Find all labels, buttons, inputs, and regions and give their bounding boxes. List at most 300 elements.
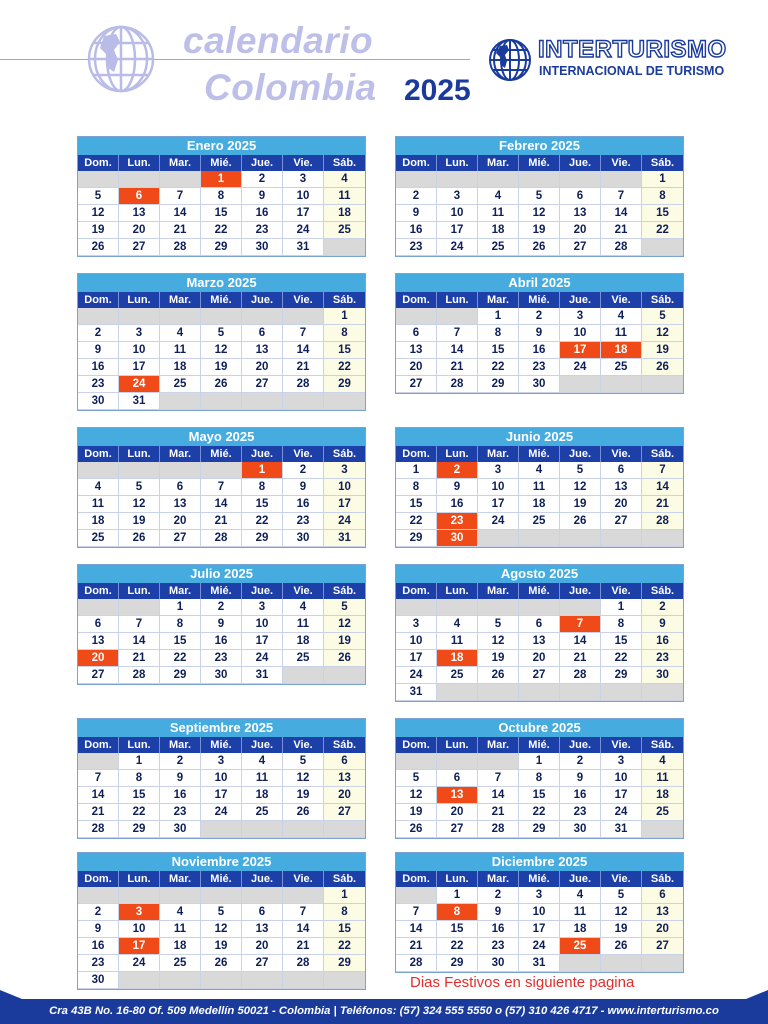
day-cell: 7: [201, 479, 242, 496]
day-cell: 2: [78, 325, 119, 342]
day-cell: 28: [78, 821, 119, 838]
week-row: [78, 222, 365, 239]
weekday-label: Vie.: [601, 583, 642, 599]
empty-day-cell: [283, 667, 324, 684]
day-cell: 6: [242, 904, 283, 921]
week-row: [396, 887, 683, 904]
holiday-day-cell: 1: [242, 462, 283, 479]
month-title: Diciembre 2025: [396, 853, 683, 871]
day-cell: 14: [396, 921, 437, 938]
empty-day-cell: [396, 171, 437, 188]
day-cell: 5: [201, 904, 242, 921]
holiday-day-cell: 6: [119, 188, 160, 205]
weekday-label: Lun.: [437, 292, 478, 308]
day-cell: 11: [283, 616, 324, 633]
weekday-label: Dom.: [78, 446, 119, 462]
day-cell: 24: [478, 513, 519, 530]
day-cell: 15: [478, 342, 519, 359]
day-cell: 19: [119, 513, 160, 530]
day-cell: 16: [642, 633, 683, 650]
day-cell: 8: [324, 904, 365, 921]
day-cell: 5: [560, 462, 601, 479]
day-cell: 15: [324, 342, 365, 359]
day-cell: 4: [519, 462, 560, 479]
empty-day-cell: [396, 599, 437, 616]
week-row: [78, 513, 365, 530]
day-cell: 31: [283, 239, 324, 256]
day-cell: 26: [78, 239, 119, 256]
weekday-label: Mar.: [160, 583, 201, 599]
day-cell: 22: [324, 938, 365, 955]
weekday-header-row: [396, 292, 683, 308]
holiday-day-cell: 20: [78, 650, 119, 667]
day-cell: 30: [283, 530, 324, 547]
day-cell: 27: [78, 667, 119, 684]
empty-day-cell: [201, 462, 242, 479]
empty-day-cell: [283, 308, 324, 325]
day-cell: 11: [324, 188, 365, 205]
day-cell: 4: [560, 887, 601, 904]
month-calendar: [395, 718, 684, 839]
day-cell: 23: [283, 513, 324, 530]
day-cell: 15: [642, 205, 683, 222]
empty-day-cell: [119, 599, 160, 616]
week-row: [78, 650, 365, 667]
week-row: [78, 787, 365, 804]
month-calendar: [77, 718, 366, 839]
empty-day-cell: [119, 887, 160, 904]
day-cell: 27: [642, 938, 683, 955]
day-cell: 16: [78, 938, 119, 955]
month-title: Agosto 2025: [396, 565, 683, 583]
empty-day-cell: [283, 393, 324, 410]
week-row: [396, 513, 683, 530]
day-cell: 30: [560, 821, 601, 838]
day-cell: 19: [478, 650, 519, 667]
day-cell: 25: [283, 650, 324, 667]
day-cell: 10: [324, 479, 365, 496]
day-cell: 22: [642, 222, 683, 239]
week-row: [396, 804, 683, 821]
day-cell: 28: [437, 376, 478, 393]
day-cell: 9: [396, 205, 437, 222]
day-cell: 9: [478, 904, 519, 921]
day-cell: 20: [437, 804, 478, 821]
empty-day-cell: [160, 308, 201, 325]
weekday-label: Mar.: [160, 155, 201, 171]
day-cell: 5: [396, 770, 437, 787]
day-cell: 23: [78, 955, 119, 972]
weekday-label: Vie.: [283, 155, 324, 171]
day-cell: 22: [242, 513, 283, 530]
day-cell: 3: [560, 308, 601, 325]
day-cell: 29: [437, 955, 478, 972]
weekday-label: Dom.: [78, 871, 119, 887]
weekday-label: Mié.: [201, 583, 242, 599]
day-cell: 6: [160, 479, 201, 496]
weekday-label: Sáb.: [332, 294, 357, 306]
weekday-label: Lun.: [119, 292, 160, 308]
day-cell: 1: [119, 753, 160, 770]
day-cell: 1: [396, 462, 437, 479]
day-cell: 3: [437, 188, 478, 205]
weekday-label: Sáb.: [650, 873, 675, 885]
weekday-label: Sáb.: [650, 157, 675, 169]
weekday-label: Vie.: [283, 446, 324, 462]
month-title: Abril 2025: [396, 274, 683, 292]
week-row: [396, 770, 683, 787]
week-row: [396, 904, 683, 921]
day-cell: 7: [601, 188, 642, 205]
day-cell: 12: [119, 496, 160, 513]
footer-contact-bar: Cra 43B No. 16-80 Of. 509 Medellín 50021 - Colombia | Teléfonos: (57) 324 555 5550 o (57) 310 426 4717 - www.interturismo.co: [0, 999, 768, 1024]
day-cell: 29: [119, 821, 160, 838]
empty-day-cell: [601, 955, 642, 972]
weekday-label: Dom.: [396, 871, 437, 887]
day-cell: 8: [478, 325, 519, 342]
day-cell: 14: [283, 342, 324, 359]
day-cell: 14: [642, 479, 683, 496]
day-cell: 6: [601, 462, 642, 479]
day-cell: 23: [396, 239, 437, 256]
day-cell: 5: [601, 887, 642, 904]
empty-day-cell: [437, 171, 478, 188]
empty-day-cell: [437, 308, 478, 325]
day-cell: 15: [601, 633, 642, 650]
weekday-label: Jue.: [242, 583, 283, 599]
week-row: [78, 667, 365, 684]
day-cell: 30: [78, 972, 119, 989]
holiday-day-cell: 17: [119, 938, 160, 955]
week-row: [78, 616, 365, 633]
day-cell: 29: [601, 667, 642, 684]
day-cell: 6: [396, 325, 437, 342]
day-cell: 8: [324, 325, 365, 342]
day-cell: 25: [519, 513, 560, 530]
day-cell: 10: [242, 616, 283, 633]
empty-day-cell: [119, 308, 160, 325]
weekday-label: Mié.: [519, 155, 560, 171]
month-calendar: [77, 564, 366, 685]
day-cell: 6: [324, 753, 365, 770]
month-title: Noviembre 2025: [78, 853, 365, 871]
empty-day-cell: [283, 821, 324, 838]
week-row: [78, 496, 365, 513]
day-cell: 2: [201, 599, 242, 616]
weekday-label: Sáb.: [650, 739, 675, 751]
week-row: [78, 188, 365, 205]
holiday-day-cell: 25: [560, 938, 601, 955]
day-cell: 1: [519, 753, 560, 770]
day-cell: 13: [78, 633, 119, 650]
empty-day-cell: [396, 753, 437, 770]
weekday-label: Sáb.: [332, 873, 357, 885]
week-row: [78, 171, 365, 188]
day-cell: 28: [478, 821, 519, 838]
day-cell: 18: [519, 496, 560, 513]
day-cell: 20: [324, 787, 365, 804]
day-cell: 16: [519, 342, 560, 359]
day-cell: 24: [242, 650, 283, 667]
footer-corner-right: [746, 990, 768, 999]
day-cell: 1: [601, 599, 642, 616]
day-cell: 11: [642, 770, 683, 787]
day-cell: 29: [324, 376, 365, 393]
week-row: [396, 684, 683, 701]
day-cell: 29: [242, 530, 283, 547]
day-cell: 4: [160, 904, 201, 921]
day-cell: 12: [201, 342, 242, 359]
weekday-label: Mié.: [201, 871, 242, 887]
day-cell: 8: [642, 188, 683, 205]
day-cell: 16: [78, 359, 119, 376]
empty-day-cell: [437, 753, 478, 770]
day-cell: 7: [78, 770, 119, 787]
empty-day-cell: [437, 684, 478, 701]
weekday-label: Dom.: [396, 737, 437, 753]
weekday-label: Jue.: [242, 292, 283, 308]
day-cell: 5: [478, 616, 519, 633]
day-cell: 2: [560, 753, 601, 770]
weekday-label: Lun.: [437, 155, 478, 171]
day-cell: 10: [396, 633, 437, 650]
empty-day-cell: [119, 462, 160, 479]
weekday-header-row: [396, 871, 683, 887]
day-cell: 25: [324, 222, 365, 239]
day-cell: 8: [242, 479, 283, 496]
weekday-label: Lun.: [119, 583, 160, 599]
day-cell: 29: [519, 821, 560, 838]
weekday-label: Mar.: [160, 292, 201, 308]
week-row: [396, 462, 683, 479]
empty-day-cell: [560, 955, 601, 972]
week-row: [78, 479, 365, 496]
weekday-header-row: [78, 871, 365, 887]
day-cell: 21: [283, 938, 324, 955]
week-row: [78, 753, 365, 770]
weekday-label: Mar.: [478, 446, 519, 462]
day-cell: 18: [560, 921, 601, 938]
day-cell: 25: [601, 359, 642, 376]
weekday-label: Lun.: [119, 446, 160, 462]
empty-day-cell: [601, 376, 642, 393]
day-cell: 8: [201, 188, 242, 205]
day-cell: 18: [160, 359, 201, 376]
weekday-label: Dom.: [396, 446, 437, 462]
weekday-label: Sáb.: [332, 157, 357, 169]
empty-day-cell: [324, 821, 365, 838]
day-cell: 27: [324, 804, 365, 821]
day-cell: 17: [201, 787, 242, 804]
weekday-label: Dom.: [78, 155, 119, 171]
empty-day-cell: [478, 171, 519, 188]
day-cell: 15: [201, 205, 242, 222]
day-cell: 26: [642, 359, 683, 376]
day-cell: 17: [396, 650, 437, 667]
day-cell: 27: [119, 239, 160, 256]
empty-day-cell: [560, 530, 601, 547]
day-cell: 10: [283, 188, 324, 205]
day-cell: 7: [642, 462, 683, 479]
empty-day-cell: [519, 684, 560, 701]
weekday-label: Lun.: [119, 737, 160, 753]
day-cell: 14: [478, 787, 519, 804]
holiday-day-cell: 13: [437, 787, 478, 804]
day-cell: 29: [396, 530, 437, 547]
day-cell: 2: [160, 753, 201, 770]
day-cell: 16: [560, 787, 601, 804]
day-cell: 16: [478, 921, 519, 938]
day-cell: 13: [242, 342, 283, 359]
day-cell: 2: [396, 188, 437, 205]
weekday-label: Mié.: [519, 583, 560, 599]
day-cell: 4: [478, 188, 519, 205]
day-cell: 28: [160, 239, 201, 256]
empty-day-cell: [478, 684, 519, 701]
day-cell: 27: [560, 239, 601, 256]
day-cell: 13: [519, 633, 560, 650]
empty-day-cell: [160, 393, 201, 410]
day-cell: 3: [201, 753, 242, 770]
day-cell: 3: [519, 887, 560, 904]
weekday-label: Jue.: [242, 737, 283, 753]
weekday-label: Jue.: [242, 155, 283, 171]
day-cell: 7: [283, 904, 324, 921]
day-cell: 18: [160, 938, 201, 955]
day-cell: 27: [519, 667, 560, 684]
empty-day-cell: [201, 393, 242, 410]
day-cell: 2: [242, 171, 283, 188]
week-row: [78, 530, 365, 547]
weekday-header-row: [396, 583, 683, 599]
day-cell: 5: [642, 308, 683, 325]
day-cell: 19: [560, 496, 601, 513]
day-cell: 18: [642, 787, 683, 804]
day-cell: 30: [160, 821, 201, 838]
weekday-label: Mar.: [478, 737, 519, 753]
day-cell: 16: [437, 496, 478, 513]
day-cell: 31: [324, 530, 365, 547]
weekday-label: Lun.: [119, 871, 160, 887]
globe-icon: [86, 24, 156, 94]
month-calendar: [395, 564, 684, 702]
week-row: [396, 171, 683, 188]
day-cell: 1: [324, 887, 365, 904]
weekday-label: Vie.: [601, 292, 642, 308]
day-cell: 28: [283, 955, 324, 972]
day-cell: 14: [160, 205, 201, 222]
weekday-label: Dom.: [78, 737, 119, 753]
weekday-label: Lun.: [437, 871, 478, 887]
holiday-day-cell: 1: [201, 171, 242, 188]
week-row: [78, 821, 365, 838]
day-cell: 3: [283, 171, 324, 188]
weekday-label: Mié.: [201, 446, 242, 462]
weekday-header-row: [78, 292, 365, 308]
empty-day-cell: [642, 530, 683, 547]
day-cell: 20: [560, 222, 601, 239]
day-cell: 18: [283, 633, 324, 650]
day-cell: 12: [560, 479, 601, 496]
day-cell: 9: [160, 770, 201, 787]
holiday-day-cell: 7: [560, 616, 601, 633]
day-cell: 6: [437, 770, 478, 787]
day-cell: 10: [437, 205, 478, 222]
day-cell: 12: [78, 205, 119, 222]
day-cell: 22: [601, 650, 642, 667]
day-cell: 16: [160, 787, 201, 804]
day-cell: 15: [160, 633, 201, 650]
day-cell: 9: [242, 188, 283, 205]
day-cell: 25: [478, 239, 519, 256]
day-cell: 8: [160, 616, 201, 633]
empty-day-cell: [201, 308, 242, 325]
day-cell: 12: [201, 921, 242, 938]
day-cell: 3: [478, 462, 519, 479]
empty-day-cell: [78, 462, 119, 479]
week-row: [78, 770, 365, 787]
weekday-header-row: [396, 446, 683, 462]
day-cell: 26: [601, 938, 642, 955]
weekday-header-row: [78, 155, 365, 171]
day-cell: 4: [242, 753, 283, 770]
day-cell: 19: [201, 359, 242, 376]
empty-day-cell: [642, 955, 683, 972]
day-cell: 11: [560, 904, 601, 921]
day-cell: 28: [642, 513, 683, 530]
empty-day-cell: [560, 599, 601, 616]
day-cell: 25: [642, 804, 683, 821]
weekday-label: Vie.: [601, 737, 642, 753]
day-cell: 23: [560, 804, 601, 821]
day-cell: 21: [283, 359, 324, 376]
day-cell: 11: [160, 342, 201, 359]
day-cell: 11: [160, 921, 201, 938]
day-cell: 22: [437, 938, 478, 955]
weekday-label: Mar.: [160, 737, 201, 753]
day-cell: 24: [560, 359, 601, 376]
day-cell: 18: [478, 222, 519, 239]
day-cell: 26: [478, 667, 519, 684]
day-cell: 14: [437, 342, 478, 359]
weekday-header-row: [396, 155, 683, 171]
weekday-label: Jue.: [560, 583, 601, 599]
day-cell: 17: [519, 921, 560, 938]
month-calendar: [395, 273, 684, 394]
day-cell: 9: [437, 479, 478, 496]
week-row: [396, 342, 683, 359]
day-cell: 9: [642, 616, 683, 633]
day-cell: 26: [119, 530, 160, 547]
footer-corner-left: [0, 990, 22, 999]
day-cell: 16: [396, 222, 437, 239]
day-cell: 27: [601, 513, 642, 530]
day-cell: 19: [283, 787, 324, 804]
day-cell: 27: [242, 376, 283, 393]
month-calendar: [395, 427, 684, 548]
day-cell: 30: [478, 955, 519, 972]
week-row: [78, 921, 365, 938]
day-cell: 24: [437, 239, 478, 256]
day-cell: 26: [201, 376, 242, 393]
day-cell: 26: [201, 955, 242, 972]
empty-day-cell: [519, 599, 560, 616]
week-row: [396, 359, 683, 376]
day-cell: 21: [601, 222, 642, 239]
day-cell: 10: [601, 770, 642, 787]
day-cell: 27: [160, 530, 201, 547]
day-cell: 25: [160, 955, 201, 972]
